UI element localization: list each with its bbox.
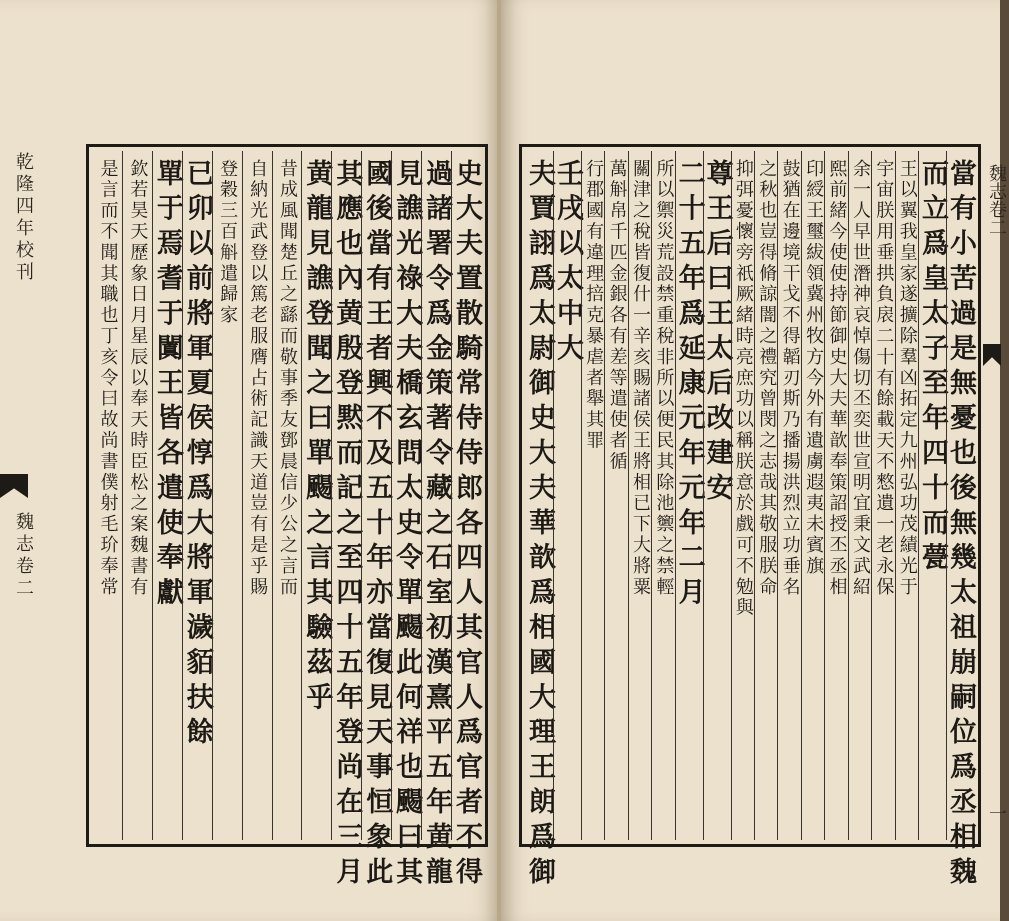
column-text: 所以禦災荒設禁重稅非所以便民其除池籞之禁輕 [653, 159, 675, 598]
right-column-5 [824, 151, 847, 840]
column-text: 史大夫置散騎常侍侍郎各四人其官人爲官者不得 [451, 159, 483, 892]
column-text: 印綬王璽紱領冀州牧方今外有遺虜遐夷未賓旗 [803, 159, 825, 577]
right-column-11 [675, 151, 703, 840]
right-column-13 [628, 151, 651, 840]
chapter-label: 魏志卷二 [13, 512, 34, 600]
chapter-label-right: 魏志卷二 [986, 164, 1007, 236]
column-text: 抑弭憂懷旁祇厥緒時亮庶功以稱朕意於戲可不勉與 [732, 159, 754, 619]
left-page-margin [0, 144, 82, 847]
column-text: 而立爲皇太子至年四十而甍 [917, 159, 948, 578]
right-column-3 [871, 151, 894, 840]
column-text: 自納光武登以篤老服膺占術記識天道豈有是乎賜 [247, 159, 269, 598]
column-text: 關津之稅皆復什一辛亥賜諸侯王將相已下大將粟 [629, 159, 651, 598]
column-text: 二十五年爲延康元年元年二月 [673, 159, 705, 613]
left-column-8 [212, 151, 242, 840]
right-column-16 [553, 151, 581, 840]
left-column-12 [93, 151, 122, 840]
left-column-0 [451, 151, 483, 892]
right-column-7 [777, 151, 800, 840]
left-column-4 [331, 151, 363, 892]
column-text: 國後當有王者興不及五十年亦當復見天事恒象此 [361, 159, 393, 892]
fish-tail-mark [0, 474, 28, 498]
column-text: 已卯以前將軍夏侯惇爲大將軍濊貊扶餘 [181, 159, 213, 753]
column-text: 黄龍見譙登聞之曰單颺之言其驗茲乎 [301, 159, 333, 718]
column-text: 其應也內黄殷登黙而記之至四十五年登尚在三月 [331, 159, 363, 892]
column-text: 萬斛帛千匹金銀各有差等遣使者循 [606, 159, 628, 473]
column-text: 當有小苦過是無憂也後無幾太祖崩嗣位爲丞相魏 [945, 159, 976, 892]
right-column-8 [754, 151, 777, 840]
left-column-6 [272, 151, 302, 840]
right-column-0 [945, 151, 976, 892]
column-text: 登穀三百斛遣歸家 [217, 159, 239, 327]
left-column-10 [152, 151, 182, 840]
left-column-3 [361, 151, 393, 892]
right-column-9 [731, 151, 754, 840]
column-text: 余一人早世潛神哀悼傷切丕奕世宣明宜秉文武紹 [849, 159, 871, 598]
column-text: 過諸署令爲金策著令藏之石室初漢熹平五年黄龍 [421, 159, 453, 892]
right-column-6 [801, 151, 824, 840]
column-text: 鼓猶在邊境干戈不得韜刃斯乃播揚洪烈立功垂名 [779, 159, 801, 598]
column-text: 欽若昊天歷象日月星辰以奉天時臣松之案魏書有 [127, 159, 149, 598]
column-text: 尊王后曰王太后改建安 [701, 159, 733, 508]
left-column-5 [301, 151, 331, 840]
column-text: 熙前緒今使使持節御史大夫華歆奉策詔授丕丞相 [826, 159, 848, 598]
right-column-2 [895, 151, 918, 840]
column-text: 夫賈詡爲太尉御史大夫華歆爲相國大理王朗爲御 [523, 159, 555, 892]
left-column-7 [242, 151, 272, 840]
right-column-10 [703, 151, 731, 840]
right-column-4 [848, 151, 871, 840]
right-columns [523, 151, 976, 892]
left-text-frame [86, 144, 488, 892]
left-columns [93, 151, 483, 892]
left-page [0, 0, 499, 921]
right-text-frame [519, 144, 981, 892]
left-column-1 [421, 151, 453, 892]
column-text: 行郡國有違理掊克暴虐者舉其罪 [583, 159, 605, 452]
left-column-11 [122, 151, 152, 840]
right-page-margin [983, 144, 1007, 847]
column-text: 是言而不聞其職也丁亥令曰故尚書僕射毛玠奉常 [97, 159, 119, 598]
column-text: 壬戌以太中大 [551, 159, 583, 369]
column-text: 單于焉耆于闐王皆各遣使奉獻 [151, 159, 183, 613]
edition-label: 乾隆四年校刊 [13, 152, 34, 284]
left-column-9 [182, 151, 212, 840]
right-column-12 [651, 151, 674, 840]
right-column-17 [523, 151, 555, 892]
right-column-15 [581, 151, 604, 840]
column-text: 見譙光祿大夫橋玄問太史令單颺此何祥也颺曰其 [391, 159, 423, 892]
right-column-1 [918, 151, 946, 840]
right-column-14 [604, 151, 627, 840]
column-text: 昔成風聞楚丘之繇而敬事季友鄧晨信少公之言而 [277, 159, 298, 598]
page-number: 一 [986, 804, 1007, 822]
column-text: 之秋也豈得脩諒闇之禮究曾閔之志哉其敬服朕命 [756, 159, 778, 598]
left-column-2 [391, 151, 423, 892]
fish-tail-mark-right [983, 344, 1001, 366]
right-page [501, 0, 1007, 921]
column-text: 宇宙朕用垂拱負扆二十有餘載天不憗遺一老永保 [873, 159, 895, 598]
column-text: 王以翼我皇家遂擴除羣凶拓定九州弘功茂績光于 [896, 159, 918, 598]
